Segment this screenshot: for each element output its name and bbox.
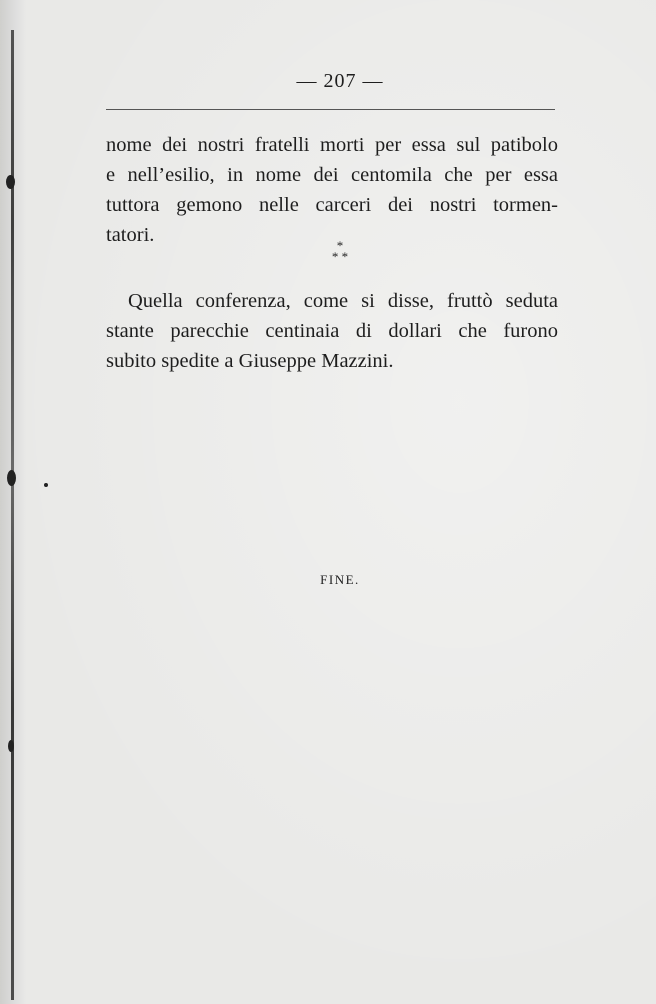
gutter-mark [7, 470, 16, 486]
header-rule [106, 109, 555, 110]
gutter-mark [8, 740, 14, 752]
section-asterism [12, 240, 656, 262]
text-line: e nell’esilio, in nome dei centomila che per essa [106, 164, 558, 186]
text-line: nome dei nostri fratelli morti per essa sul patibolo [106, 134, 558, 156]
text-line: tatori. [106, 224, 155, 246]
text-line: Quella conferenza, come si disse, fruttò seduta [128, 290, 558, 312]
paragraph-2 [106, 286, 558, 376]
text-line: subito spedite a Giuseppe Mazzini. [106, 350, 394, 372]
gutter-mark [44, 483, 48, 487]
page-gutter [0, 0, 26, 1004]
gutter-mark [6, 175, 15, 189]
asterism-top: * [336, 238, 344, 253]
text-line: tuttora gemono nelle carceri dei nostri tormen- [106, 194, 558, 216]
page-number: — 207 — [296, 70, 384, 92]
asterism-bottom: * * [331, 249, 349, 264]
end-mark: FINE. [320, 572, 360, 587]
paragraph-1 [106, 130, 558, 250]
text-line: stante parecchie centinaia di dollari che furono [106, 320, 558, 342]
